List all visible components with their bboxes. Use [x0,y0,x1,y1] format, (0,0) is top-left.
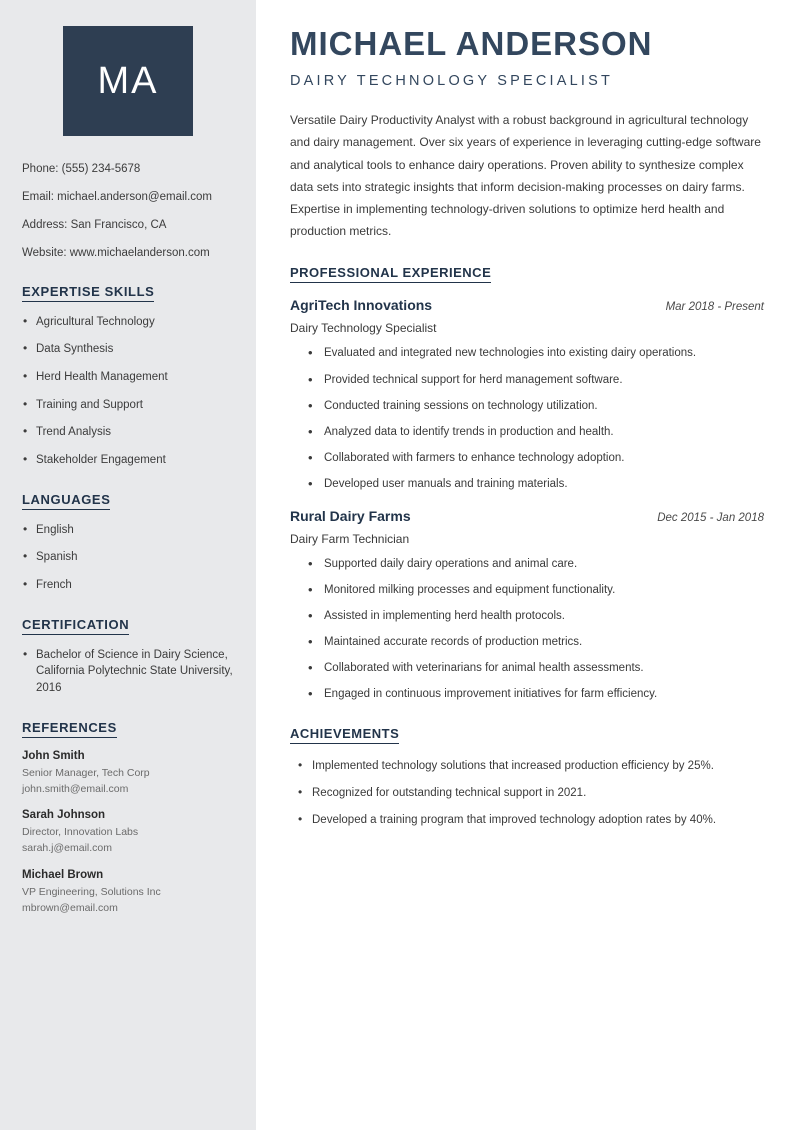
experience-item [290,297,764,492]
experience-bullets [308,556,764,703]
certification-list [22,647,234,697]
reference-email: sarah.j@email.com [22,842,113,855]
achievements-section [290,725,764,828]
main-column [256,0,800,1130]
list-item: • Spanish [22,549,234,566]
list-item: • Evaluated and integrated new technologies into existing dairy operations. [308,345,764,361]
reference-name: John Smith [22,749,85,762]
experience-header [290,297,764,313]
list-item: • Supported daily dairy operations and animal care. [308,556,764,572]
professional-experience-section [290,264,764,702]
achievements-list [296,758,764,828]
experience-bullets [308,345,764,492]
page-title: MICHAEL ANDERSON [290,25,653,62]
languages-section [22,491,234,594]
experience-dates: Mar 2018 - Present [665,301,764,314]
list-item: • Maintained accurate records of production metrics. [308,634,764,650]
list-item: • English [22,522,234,539]
reference-email: john.smith@email.com [22,782,129,795]
reference-item [22,869,234,917]
list-item: • Implemented technology solutions that increased production efficiency by 25%. [296,758,764,774]
expertise-skills-heading: EXPERTISE SKILLS [22,284,154,302]
list-item: • Trend Analysis [22,424,234,441]
list-item: • Engaged in continuous improvement initiatives for farm efficiency. [308,686,764,702]
list-item: • Monitored milking processes and equipment functionality. [308,582,764,598]
list-item: • Stakeholder Engagement [22,452,234,469]
contact-website: Website: www.michaelanderson.com [22,246,210,259]
reference-role: Director, Innovation Labs [22,826,139,839]
languages-heading: LANGUAGES [22,492,110,510]
expertise-skills-list [22,314,234,469]
list-item: • Data Synthesis [22,341,234,358]
reference-item [22,750,234,798]
experience-item [290,508,764,703]
list-item: • Bachelor of Science in Dairy Science, California Polytechnic State University, 2016 [22,647,234,697]
reference-email: mbrown@email.com [22,901,118,914]
profile-summary: Versatile Dairy Productivity Analyst with a robust background in agricultural technology and dairy management. Over six years of experience in leveraging cutting-edge software and analytical tools to enhance dairy operations. Proven ability to synthesize complex data sets into strategic insights that inform decision-making processes on dairy farms. Expertise in implementing technology-driven solutions to optimize herd health and production metrics. [290,113,761,239]
contact-block [22,162,234,261]
references-section [22,719,234,917]
contact-email: Email: michael.anderson@email.com [22,190,212,203]
list-item: • Assisted in implementing herd health protocols. [308,608,764,624]
experience-title: Dairy Farm Technician [290,531,410,546]
languages-list [22,522,234,594]
achievements-heading: ACHIEVEMENTS [290,726,399,744]
certification-heading: CERTIFICATION [22,617,129,635]
experience-title: Dairy Technology Specialist [290,321,437,336]
avatar-monogram [63,26,193,136]
experience-company: AgriTech Innovations [290,297,433,314]
list-item: • Agricultural Technology [22,314,234,331]
list-item: • Training and Support [22,397,234,414]
reference-item [22,809,234,857]
list-item: • Collaborated with veterinarians for animal health assessments. [308,660,764,676]
certification-section [22,616,234,697]
list-item: • French [22,577,234,594]
list-item: • Provided technical support for herd management software. [308,372,764,388]
contact-address: Address: San Francisco, CA [22,218,167,231]
experience-company: Rural Dairy Farms [290,507,411,524]
reference-name: Sarah Johnson [22,809,106,822]
expertise-skills-section [22,283,234,469]
list-item: • Herd Health Management [22,369,234,386]
reference-role: Senior Manager, Tech Corp [22,766,150,779]
references-heading: REFERENCES [22,720,117,738]
list-item: • Developed a training program that improved technology adoption rates by 40%. [296,812,764,828]
experience-header [290,508,764,524]
list-item: • Conducted training sessions on technology utilization. [308,398,764,414]
monogram-initials: MA [97,59,159,102]
list-item: • Collaborated with farmers to enhance technology adoption. [308,450,764,466]
list-item: • Developed user manuals and training materials. [308,476,764,492]
list-item: • Analyzed data to identify trends in production and health. [308,424,764,440]
list-item: • Recognized for outstanding technical support in 2021. [296,785,764,801]
professional-experience-heading: PROFESSIONAL EXPERIENCE [290,265,491,283]
reference-role: VP Engineering, Solutions Inc [22,885,161,898]
reference-name: Michael Brown [22,868,104,881]
job-role-subtitle: DAIRY TECHNOLOGY SPECIALIST [290,73,614,90]
experience-dates: Dec 2015 - Jan 2018 [657,511,764,524]
sidebar [0,0,256,1130]
contact-phone: Phone: (555) 234-5678 [22,163,141,175]
